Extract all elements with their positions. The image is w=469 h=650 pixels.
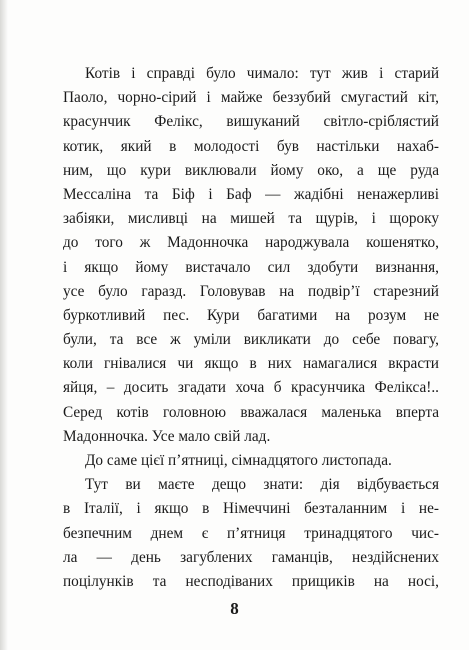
text-line-4: котик, який в молодості був настільки нахаб-: [63, 137, 439, 155]
text-line-7: забіяки, мисливці на мишей та щурів, і щороку: [63, 210, 439, 228]
text-line-13: коли гнівалися чи якщо в них намагалися вкрасти: [63, 355, 439, 373]
text-line-21: ла — день загублених гаманців, нездійснених: [63, 548, 439, 566]
text-line-8: до того ж Мадонночка народжувала кошенятко,: [63, 234, 439, 252]
text-line-10: усе було гаразд. Головував на подвір’ї старезний: [63, 282, 439, 300]
scan-edge-shadow: [0, 0, 8, 650]
text-line-17: До саме цієї п’ятниці, сімнадцятого листопада.: [85, 452, 392, 469]
text-line-1: Котів і справді було чимало: тут жив і старий: [85, 65, 439, 82]
text-line-14: яйця, – досить згадати хоча б красунчика Фелікса!..: [63, 379, 439, 397]
text-line-5: ним, що кури виклювали йому око, а ще руда: [63, 161, 439, 179]
text-line-19: в Італії, і якщо в Німеччині безталанним і не-: [63, 500, 439, 518]
text-line-16: Мадонночка. Усе мало свій лад.: [63, 427, 271, 445]
page-number: 8: [230, 599, 239, 618]
text-line-12: були, та все ж уміли викликати до себе повагу,: [63, 331, 439, 349]
text-line-2: Паоло, чорно-сірий і майже беззубий смугастий кіт,: [63, 89, 439, 107]
text-line-18: Тут ви маєте дещо знати: дія відбувається: [85, 476, 439, 494]
text-line-11: буркотливий пес. Кури багатими на розум не: [63, 306, 439, 324]
text-line-9: і якщо йому вистачало сил здобути визнання,: [63, 258, 439, 276]
text-line-20: безпечним днем є п’ятниця тринадцятого чис-: [63, 524, 439, 542]
body-text: [63, 62, 439, 594]
text-line-6: Мессаліна та Біф і Баф — жадібні ненажерливі: [63, 185, 439, 203]
text-line-15: Серед котів головною вважалася маленька вперта: [63, 403, 439, 421]
text-line-22: поцілунків та несподіваних прищиків на носі,: [63, 572, 439, 590]
text-line-3: красунчик Фелікс, вишуканий світло-сріблястий: [63, 113, 439, 131]
